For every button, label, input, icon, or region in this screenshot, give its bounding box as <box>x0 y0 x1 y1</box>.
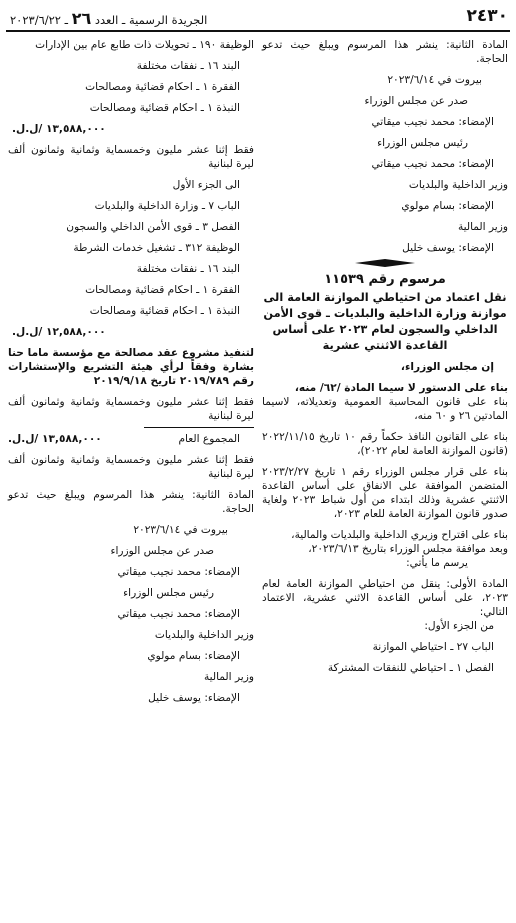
total-label: المجموع العام <box>178 433 240 445</box>
page-number: ٢٤٣٠ <box>466 6 508 26</box>
issued-by: صدر عن مجلس الوزراء <box>364 95 468 107</box>
total-rule <box>144 427 254 428</box>
finance-minister-title: وزير المالية <box>457 221 508 233</box>
item-16-b: البند ١٦ ـ نفقات مختلفة <box>136 263 240 275</box>
basis-6: وبعد موافقة مجلس الوزراء بتاريخ ٢٠٢٣/٦/١٣، <box>308 543 508 555</box>
issue-date: ـ ٢٠٢٣/٦/٢٢ <box>10 13 69 27</box>
right-column <box>262 38 508 675</box>
paragraph-1-a: الفقرة ١ ـ احكام قضائية ومصالحات <box>85 81 240 93</box>
decree-number: مرسوم رقم ١١٥٣٩ <box>324 272 446 287</box>
page-header <box>6 6 510 32</box>
basis-3: بناء على القانون النافذ حكماً رقم ١٠ تاريخ ٢٠٢٢/١١/١٥ (قانون الموازنة العامة لعام ٢٠٢٢)، <box>262 431 508 457</box>
left-signature-pm-2: الإمضاء: محمد نجيب ميقاتي <box>117 608 240 620</box>
amount-1-words: فقط إثنا عشر مليون وخمسماية وثمانية وثمانون ألف ليرة لبنانية <box>8 144 254 170</box>
signature-pm-2: الإمضاء: محمد نجيب ميقاتي <box>371 158 494 170</box>
separator-ornament <box>355 259 415 267</box>
gazette-title <box>10 9 207 28</box>
decrees-line: يرسم ما يأتي: <box>406 557 468 569</box>
signature-interior: الإمضاء: بسام مولوي <box>401 200 494 212</box>
article-two: المادة الثانية: ينشر هذا المرسوم ويبلغ حيث تدعو الحاجة. <box>262 39 508 65</box>
total-amount: ١٣,٥٨٨,٠٠٠ /ل.ل. <box>8 433 102 445</box>
total-row <box>8 432 254 446</box>
chapter-27: الباب ٢٧ ـ احتياطي الموازنة <box>372 641 494 653</box>
amount-1: ١٣,٥٨٨,٠٠٠ /ل.ل. <box>12 123 106 135</box>
left-issued-by: صدر عن مجلس الوزراء <box>110 545 214 557</box>
left-column <box>8 38 254 705</box>
job-312: الوظيفة ٣١٢ ـ تشغيل خدمات الشرطة <box>73 242 240 254</box>
paragraph-1-b: الفقرة ١ ـ احكام قضائية ومصالحات <box>85 284 240 296</box>
basis-5: بناء على اقتراح وزيري الداخلية والبلديات والمالية، <box>291 529 508 541</box>
from-part-one: من الجزء الأول: <box>424 620 494 632</box>
item-16-a: البند ١٦ ـ نفقات مختلفة <box>136 60 240 72</box>
total-words: فقط إثنا عشر مليون وخمسماية وثمانية وثمانون ألف ليرة لبنانية <box>8 454 254 480</box>
left-finance-title: وزير المالية <box>203 671 254 683</box>
decree-title: نقل اعتماد من احتياطي الموازنة العامة الى موازنة وزارة الداخلية والبلديات ـ قوى الأمن الداخلي والسجون لعام ٢٠٢٣ على أساس القاعدة الاثنتي عشرية <box>263 290 507 352</box>
signature-finance: الإمضاء: يوسف خليل <box>402 242 494 254</box>
section-3: الفصل ٣ ـ قوى الأمن الداخلي والسجون <box>66 221 240 233</box>
clause-1-a: النبذة ١ ـ احكام قضائية ومصالحات <box>89 102 240 114</box>
basis-2: بناء على قانون المحاسبة العمومية وتعديلاته، لاسيما المادتين ٢٦ و ٦٠ منه، <box>262 396 508 422</box>
project-description: لتنفيذ مشروع عقد مصالحة مع مؤسسة ماما حنا بشارة وفقاً لرأي هيئة التشريع والإستشارات رقم ٢٠١٩/٧٨٩ تاريخ ٢٠١٩/٩/١٨ <box>8 347 254 387</box>
signature-pm: الإمضاء: محمد نجيب ميقاتي <box>371 116 494 128</box>
interior-minister-title: وزير الداخلية والبلديات <box>408 179 508 191</box>
chapter-7: الباب ٧ ـ وزارة الداخلية والبلديات <box>94 200 240 212</box>
article-one: المادة الأولى: ينقل من احتياطي الموازنة العامة لعام ٢٠٢٣، على أساس القاعدة الاثني عشرية، الاعتماد التالي: <box>262 578 508 618</box>
gazette-name: الجريدة الرسمية ـ العدد <box>94 13 208 27</box>
section-1: الفصل ١ ـ احتياطي للنفقات المشتركة <box>327 662 494 674</box>
left-article-two: المادة الثانية: ينشر هذا المرسوم ويبلغ حيث تدعو الحاجة. <box>8 489 254 515</box>
to-part-one: الى الجزء الأول <box>172 179 240 191</box>
amount-2: ١٢,٥٨٨,٠٠٠ /ل.ل. <box>12 326 106 338</box>
council-intro: إن مجلس الوزراء، <box>400 361 494 373</box>
clause-1-b: النبذة ١ ـ احكام قضائية ومصالحات <box>89 305 240 317</box>
amount-2-words: فقط إثنا عشر مليون وخمسماية وثمانية وثمانون ألف ليرة لبنانية <box>8 396 254 422</box>
basis-1: بناء على الدستور لا سيما المادة /٦٢/ منه، <box>294 382 508 394</box>
left-interior-title: وزير الداخلية والبلديات <box>154 629 254 641</box>
job-190: الوظيفة ١٩٠ ـ تحويلات ذات طابع عام بين الإدارات <box>35 39 254 51</box>
left-place-date: بيروت في ٢٠٢٣/٦/١٤ <box>133 524 228 536</box>
basis-4: بناء على قرار مجلس الوزراء رقم ١ تاريخ ٢٠٢٣/٢/٢٧ المتضمن الموافقة على الانفاق على أساس القاعدة الاثنتي عشرية وذلك ابتداء من أول شباط ٢٠٢٣ ولغاية صدور قانون الموازنة العامة للعام ٢٠٢٣، <box>262 466 508 520</box>
left-signature-finance: الإمضاء: يوسف خليل <box>148 692 240 704</box>
issue-number: ٢٦ <box>71 9 92 28</box>
left-signature-interior: الإمضاء: بسام مولوي <box>147 650 240 662</box>
pm-title: رئيس مجلس الوزراء <box>377 137 468 149</box>
left-signature-pm: الإمضاء: محمد نجيب ميقاتي <box>117 566 240 578</box>
place-date: بيروت في ٢٠٢٣/٦/١٤ <box>387 74 482 86</box>
columns <box>6 32 510 920</box>
left-pm-title: رئيس مجلس الوزراء <box>123 587 214 599</box>
